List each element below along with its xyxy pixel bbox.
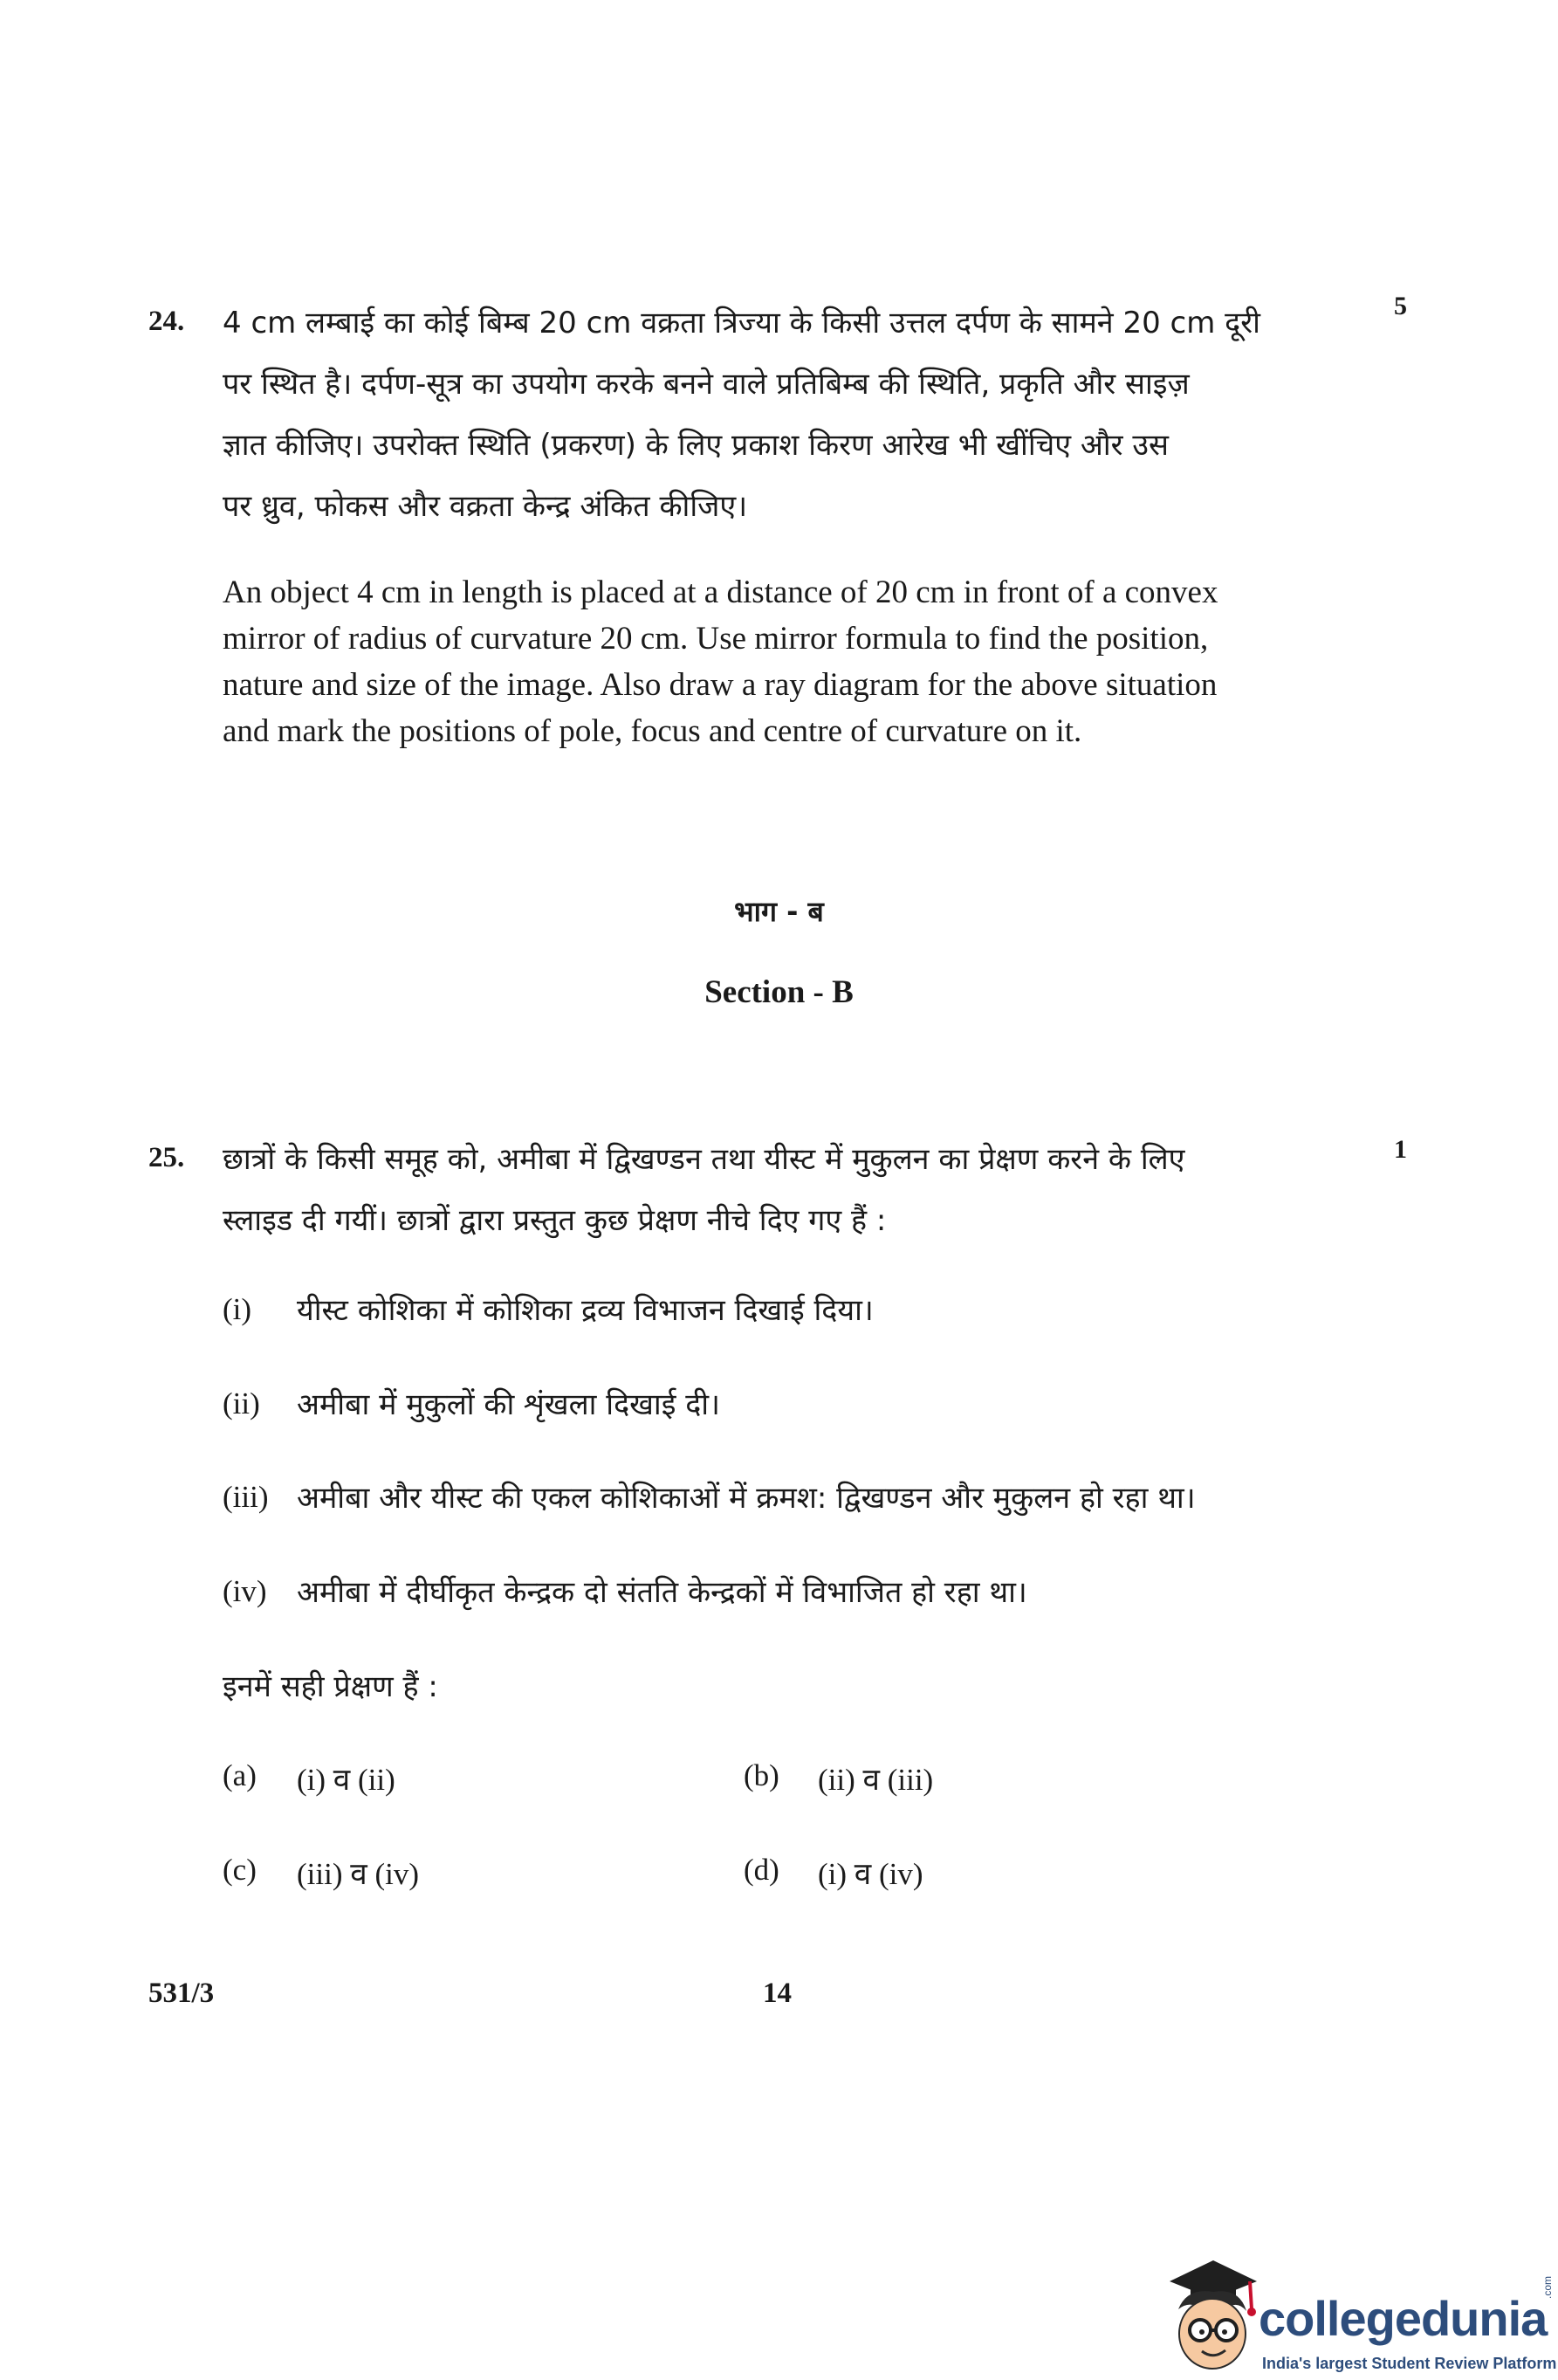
option-text: (i) व (ii): [297, 1763, 395, 1797]
option-text: (ii) व (iii): [818, 1763, 934, 1797]
page-number: 14: [763, 1978, 792, 2009]
option-text: (iii) व (iv): [297, 1857, 419, 1891]
observation-label: (ii): [223, 1386, 260, 1420]
text-line: ज्ञात कीजिए। उपरोक्त स्थिति (प्रकरण) के लिए प्रकाश किरण आरेख भी खींचिए और उस: [223, 428, 1169, 463]
text-line: nature and size of the image. Also draw a ray diagram for the above situation: [223, 667, 1218, 703]
question-text-hindi: [223, 1129, 1184, 1251]
text-line: 4 cm लम्बाई का कोई बिम्ब 20 cm वक्रता त्रिज्या के किसी उत्तल दर्पण के सामने 20 cm दूरी: [223, 306, 1260, 340]
section-heading-hindi: भाग - ब: [734, 895, 824, 928]
question-text-english: [223, 569, 1218, 754]
observation-text: अमीबा में दीर्घीकृत केन्द्रक दो संतति केन्द्रकों में विभाजित हो रहा था।: [297, 1575, 1027, 1610]
text-line: पर ध्रुव, फोकस और वक्रता केन्द्र अंकित कीजिए।: [223, 489, 748, 524]
question-marks: 5: [1394, 292, 1407, 320]
student-mascot-icon: [1152, 2248, 1266, 2379]
logo-tagline: India's largest Student Review Platform: [1262, 2355, 1557, 2372]
question-prompt: इनमें सही प्रेक्षण हैं :: [223, 1669, 438, 1704]
section-heading-english: Section - B: [704, 974, 854, 1010]
text-line: mirror of radius of curvature 20 cm. Use mirror formula to find the position,: [223, 621, 1209, 657]
logo-domain: .com: [1541, 2275, 1554, 2299]
paper-code: 531/3: [148, 1978, 215, 2009]
observation-text: अमीबा में मुकुलों की शृंखला दिखाई दी।: [297, 1387, 720, 1422]
text-line: छात्रों के किसी समूह को, अमीबा में द्विखण्डन तथा यीस्ट में मुकुलन का प्रेक्षण करने के लिए: [223, 1142, 1185, 1177]
observation-label: (iv): [223, 1574, 267, 1608]
question-number: 24.: [148, 306, 185, 337]
observation-label: (i): [223, 1292, 252, 1326]
question-number: 25.: [148, 1142, 185, 1173]
option-label: (c): [223, 1853, 257, 1887]
logo-wordmark: collegedunia: [1259, 2291, 1548, 2346]
option-label: (d): [744, 1853, 779, 1887]
option-label: (a): [223, 1758, 257, 1792]
observation-label: (iii): [223, 1480, 269, 1514]
question-marks: 1: [1394, 1135, 1407, 1164]
text-line: An object 4 cm in length is placed at a distance of 20 cm in front of a convex: [223, 574, 1218, 610]
question-text-hindi: [223, 292, 1260, 537]
collegedunia-logo: [1152, 2248, 1557, 2379]
option-text: (i) व (iv): [818, 1857, 923, 1891]
text-line: स्लाइड दी गयीं। छात्रों द्वारा प्रस्तुत कुछ प्रेक्षण नीचे दिए गए हैं :: [223, 1203, 887, 1238]
option-label: (b): [744, 1758, 779, 1792]
observation-text: अमीबा और यीस्ट की एकल कोशिकाओं में क्रमश: द्विखण्डन और मुकुलन हो रहा था।: [297, 1481, 1196, 1516]
observation-text: यीस्ट कोशिका में कोशिका द्रव्य विभाजन दिखाई दिया।: [297, 1293, 874, 1328]
text-line: and mark the positions of pole, focus and centre of curvature on it.: [223, 713, 1082, 749]
text-line: पर स्थित है। दर्पण-सूत्र का उपयोग करके बनने वाले प्रतिबिम्ब की स्थिति, प्रकृति और साइज़: [223, 367, 1190, 402]
